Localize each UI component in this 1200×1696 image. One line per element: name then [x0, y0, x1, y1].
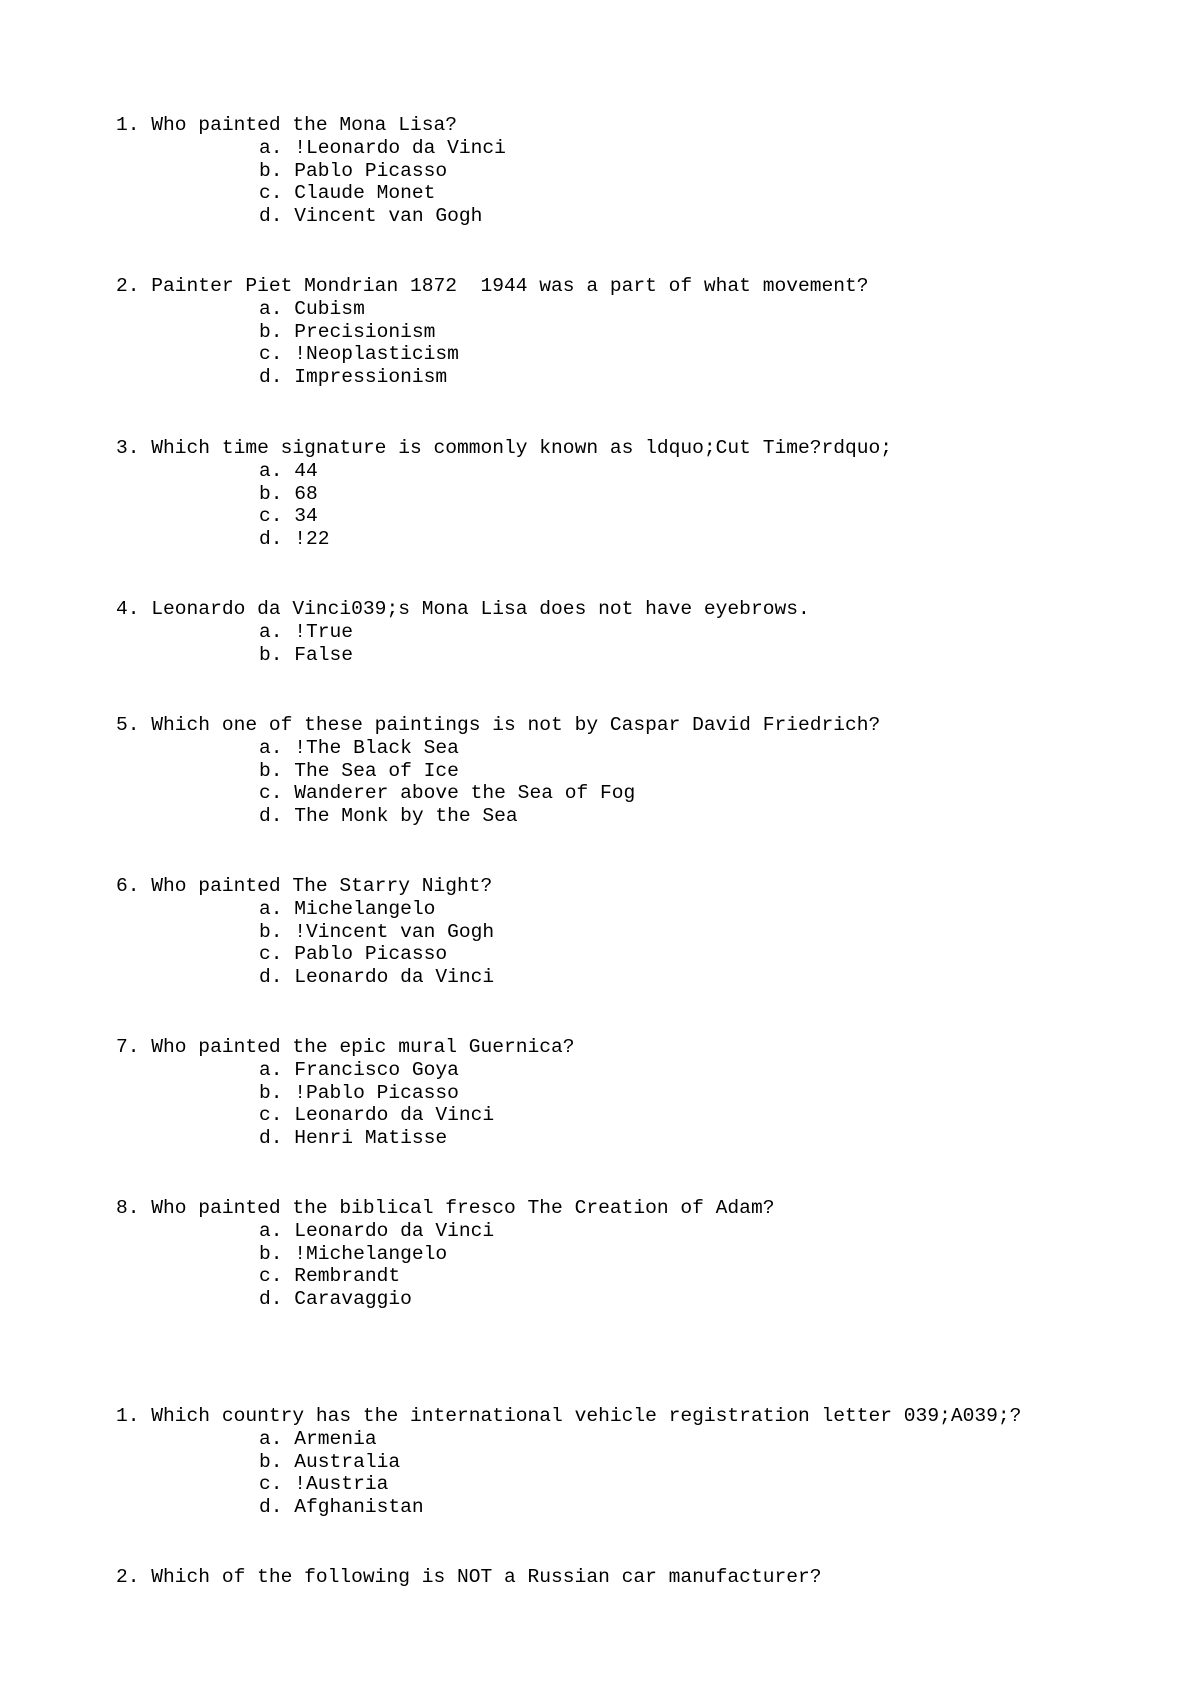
answer-option: c. 34: [259, 505, 318, 528]
question-block: [116, 1036, 575, 1150]
answer-option: d. Henri Matisse: [259, 1127, 448, 1150]
question-text: 8. Who painted the biblical fresco The Creation of Adam?: [116, 1197, 775, 1219]
answer-option: b. !Vincent van Gogh: [259, 920, 495, 943]
answer-option: d. !22: [259, 528, 330, 551]
answer-option: c. !Austria: [259, 1473, 389, 1496]
question-block: [116, 437, 892, 551]
question-text: 4. Leonardo da Vinci039;s Mona Lisa does not have eyebrows.: [116, 598, 810, 620]
answer-option: a. Armenia: [259, 1427, 377, 1450]
question-block: [116, 1405, 1021, 1519]
answer-option: c. Leonardo da Vinci: [259, 1104, 495, 1127]
question-block: [116, 598, 810, 666]
answer-option: c. Rembrandt: [259, 1265, 401, 1288]
answer-option: a. !True: [259, 620, 354, 643]
answer-option: b. Australia: [259, 1450, 401, 1473]
answer-option: d. Caravaggio: [259, 1288, 412, 1311]
answer-option: c. Wanderer above the Sea of Fog: [259, 782, 636, 805]
question-text: 2. Painter Piet Mondrian 1872 1944 was a part of what movement?: [116, 275, 869, 297]
answer-option: d. Vincent van Gogh: [259, 205, 483, 228]
answer-option: c. !Neoplasticism: [259, 343, 459, 366]
answer-option: b. 68: [259, 482, 318, 505]
answer-option: a. Francisco Goya: [259, 1058, 459, 1081]
answer-option: a. Michelangelo: [259, 897, 436, 920]
answer-option: b. The Sea of Ice: [259, 759, 459, 782]
answer-option: a. !The Black Sea: [259, 736, 459, 759]
answer-option: c. Pablo Picasso: [259, 943, 448, 966]
question-block: [116, 275, 869, 389]
question-block: [116, 714, 880, 828]
question-block: [116, 1566, 822, 1589]
question-block: [116, 875, 494, 989]
answer-option: b. Precisionism: [259, 320, 436, 343]
answer-option: a. 44: [259, 459, 318, 482]
answer-option: d. Afghanistan: [259, 1496, 424, 1519]
answer-option: b. !Michelangelo: [259, 1242, 448, 1265]
question-text: 2. Which of the following is NOT a Russian car manufacturer?: [116, 1566, 822, 1588]
answer-option: d. Impressionism: [259, 366, 448, 389]
question-text: 1. Who painted the Mona Lisa?: [116, 114, 457, 136]
question-text: 1. Which country has the international vehicle registration letter 039;A039;?: [116, 1405, 1022, 1427]
question-text: 7. Who painted the epic mural Guernica?: [116, 1036, 575, 1058]
answer-option: b. !Pablo Picasso: [259, 1081, 459, 1104]
answer-option: d. The Monk by the Sea: [259, 805, 518, 828]
answer-option: a. !Leonardo da Vinci: [259, 136, 506, 159]
answer-option: a. Leonardo da Vinci: [259, 1219, 495, 1242]
answer-option: d. Leonardo da Vinci: [259, 966, 495, 989]
question-text: 3. Which time signature is commonly known as ldquo;Cut Time?rdquo;: [116, 437, 893, 459]
answer-option: b. Pablo Picasso: [259, 159, 448, 182]
question-block: [116, 1197, 774, 1311]
question-block: [116, 114, 506, 228]
question-text: 5. Which one of these paintings is not by Caspar David Friedrich?: [116, 714, 881, 736]
answer-option: a. Cubism: [259, 297, 365, 320]
answer-option: c. Claude Monet: [259, 182, 436, 205]
question-text: 6. Who painted The Starry Night?: [116, 875, 493, 897]
answer-option: b. False: [259, 643, 354, 666]
